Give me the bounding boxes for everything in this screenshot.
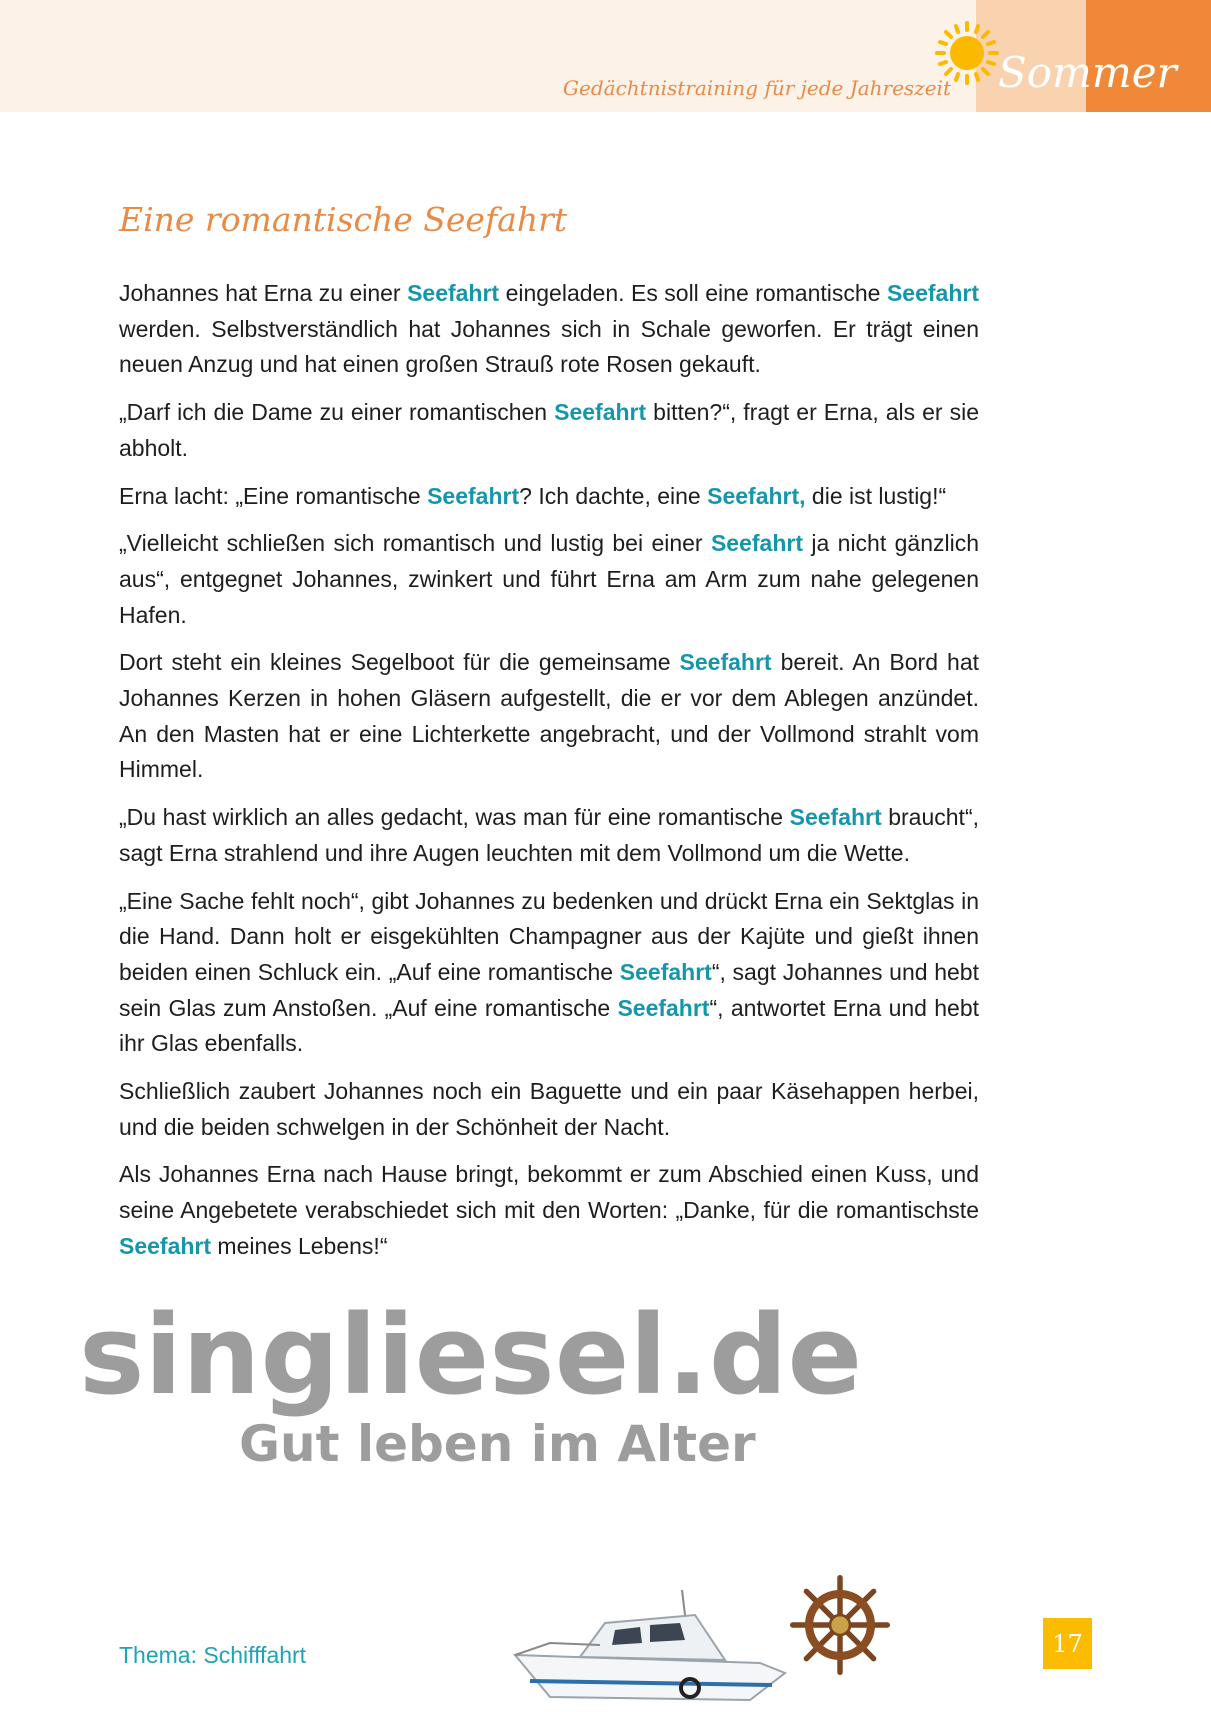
paragraph-text: werden. Selbstverständlich hat Johannes sich in Schale geworfen. Er trägt einen neuen Anzug und hat einen großen Strauß rote Rosen gekauft.	[119, 315, 979, 378]
article-paragraph	[119, 1157, 979, 1264]
watermark-tagline: Gut leben im Alter	[239, 1414, 756, 1473]
paragraph-text: „Darf ich die Dame zu einer romantischen	[119, 399, 555, 426]
article-paragraph	[119, 884, 979, 1063]
keyword-highlight: Seefahrt	[617, 994, 710, 1021]
paragraph-text: braucht“, sagt Erna strahlend und ihre Augen leuchten mit dem Vollmond um die Wette.	[119, 804, 979, 866]
paragraph-text: „Vielleicht schließen sich romantisch und lustig bei einer	[119, 530, 711, 557]
article-body	[119, 276, 979, 1265]
paragraph-text: ? Ich dachte, eine	[519, 482, 708, 509]
paragraph-text: meines Lebens!“	[211, 1232, 388, 1259]
paragraph-text: “, sagt Johannes und hebt sein Glas zum Anstoßen. „Auf eine romantische	[119, 958, 979, 1021]
paragraph-text: “, antwortet Erna und hebt ihr Glas ebenfalls.	[119, 994, 979, 1057]
motorboat-illustration	[510, 1585, 795, 1710]
keyword-highlight: Seefahrt	[789, 804, 882, 831]
article-paragraph	[119, 276, 979, 383]
article-paragraph	[119, 479, 979, 515]
article-column	[79, 276, 980, 1473]
article-paragraph	[119, 395, 979, 466]
watermark-main: singliesel.de	[79, 1290, 863, 1419]
season-label: Sommer	[998, 48, 1177, 97]
footer-topic: Thema: Schifffahrt	[119, 1642, 307, 1668]
ship-wheel-illustration	[790, 1575, 890, 1675]
article-title: Eine romantische Seefahrt	[119, 200, 568, 239]
article-paragraph	[119, 645, 979, 788]
keyword-highlight: Seefahrt	[119, 1232, 212, 1259]
paragraph-text: „Du hast wirklich an alles gedacht, was man für eine romantische	[119, 804, 790, 831]
keyword-highlight: Seefahrt	[554, 399, 647, 426]
series-title: Gedächtnistraining für jede Jahreszeit	[563, 76, 951, 100]
paragraph-text: Als Johannes Erna nach Hause bringt, bekommt er zum Abschied einen Kuss, und seine Angebetete verabschiedet sich mit den Worten: „Danke, für die romantischste	[119, 1161, 979, 1224]
keyword-highlight: Seefahrt	[886, 280, 979, 306]
paragraph-text: Schließlich zaubert Johannes noch ein Baguette und ein paar Käsehappen herbei, und die beiden schwelgen in der Schönheit der Nacht.	[119, 1078, 979, 1140]
paragraph-text: ja nicht gänzlich aus“, entgegnet Johannes, zwinkert und führt Erna am Arm zum nahe gelegenen Hafen.	[119, 530, 979, 628]
keyword-highlight: Seefahrt	[679, 649, 772, 676]
keyword-highlight: Seefahrt	[407, 280, 500, 306]
article-paragraph	[119, 800, 979, 871]
page-number: 17	[1043, 1618, 1092, 1669]
paragraph-text: bereit. An Bord hat Johannes Kerzen in hohen Gläsern aufgestellt, die er vor dem Ablegen anzündet. An den Masten hat er eine Lichterkette angebracht, und der Vollmond strahlt vom Himmel.	[119, 649, 980, 783]
paragraph-text: Dort steht ein kleines Segelboot für die gemeinsame	[119, 649, 680, 676]
paragraph-text: Johannes hat Erna zu einer	[119, 280, 408, 306]
keyword-highlight: Seefahrt,	[707, 482, 806, 509]
article-paragraph	[119, 1074, 979, 1145]
keyword-highlight: Seefahrt	[710, 530, 804, 557]
paragraph-text: Erna lacht: „Eine romantische	[119, 482, 428, 509]
paragraph-text: bitten?“, fragt er Erna, als er sie abholt.	[119, 399, 979, 461]
keyword-highlight: Seefahrt	[619, 958, 712, 985]
keyword-highlight: Seefahrt	[427, 482, 520, 509]
paragraph-text: die ist lustig!“	[805, 482, 947, 509]
paragraph-text: eingeladen. Es soll eine romantische	[499, 280, 887, 306]
page-header	[0, 0, 1211, 112]
article-paragraph	[119, 526, 979, 633]
paragraph-text: „Eine Sache fehlt noch“, gibt Johannes zu bedenken und drückt Erna ein Sektglas in die Hand. Dann holt er eisgekühlten Champagner aus der Kajüte und gießt ihnen beiden einen Schluck ein. „Auf eine romantische	[119, 887, 979, 985]
